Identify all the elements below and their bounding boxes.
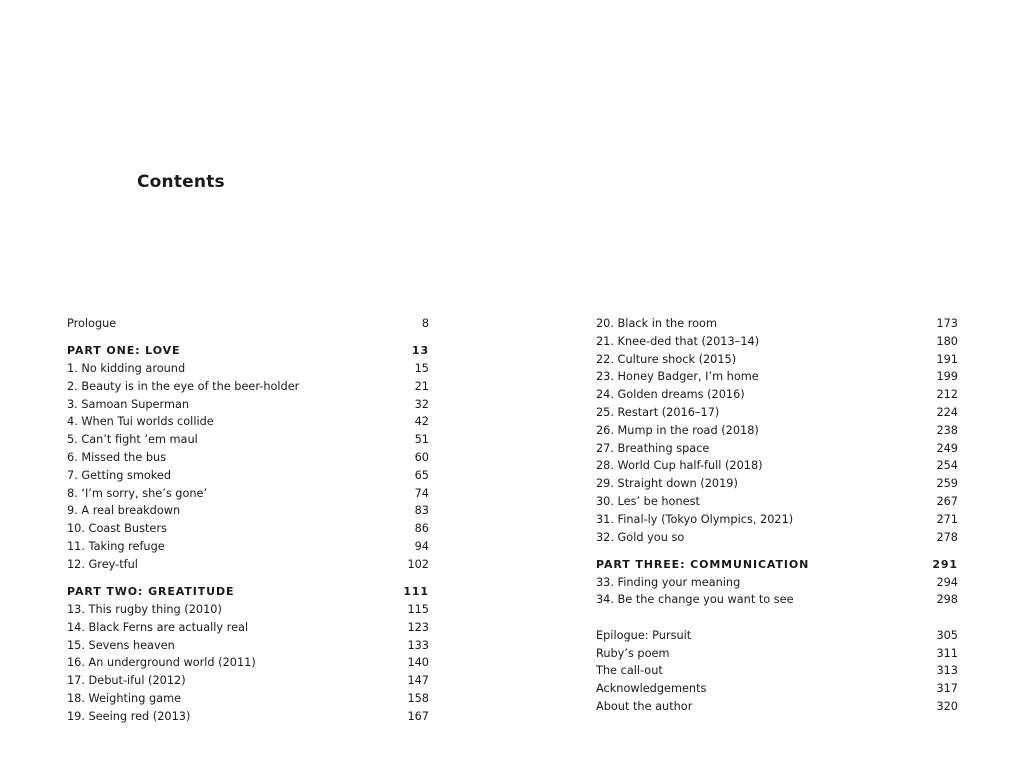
toc-entry-page: 298 [936, 593, 958, 607]
toc-entry-title: Epilogue: Pursuit [596, 628, 692, 642]
toc-entry-title: PART TWO: GREATITUDE [67, 585, 235, 599]
toc-entry-page: 259 [936, 477, 958, 491]
toc-entry-page: 278 [936, 530, 958, 544]
toc-entry-page: 83 [414, 504, 429, 518]
toc-entry [67, 520, 429, 538]
toc-entry-title: 9. A real breakdown [67, 504, 181, 518]
toc-entry-page: 305 [936, 628, 958, 642]
toc-entry-title: 30. Les’ be honest [596, 494, 700, 508]
toc-entry-title: 21. Knee-ded that (2013–14) [596, 334, 760, 348]
toc-entry [596, 662, 958, 680]
toc-entry [67, 601, 429, 619]
toc-entry [67, 672, 429, 690]
toc-entry [596, 574, 958, 592]
toc-entry [596, 680, 958, 698]
toc-entry-title: 2. Beauty is in the eye of the beer-holder [67, 379, 300, 393]
toc-entry [596, 493, 958, 511]
toc-entry-page: 313 [936, 664, 958, 678]
toc-entry-page: 238 [936, 423, 958, 437]
toc-entry-page: 173 [936, 317, 958, 330]
part-heading [596, 556, 958, 574]
toc-entry-title: 6. Missed the bus [67, 451, 167, 465]
toc-entry-title: 7. Getting smoked [67, 468, 172, 482]
toc-entry-title: 20. Black in the room [596, 317, 717, 330]
toc-entry [67, 360, 429, 378]
part-heading [67, 342, 429, 360]
toc-entry-page: 167 [407, 709, 429, 723]
toc-entry-page: 199 [936, 370, 958, 384]
toc-entry-page: 140 [407, 656, 429, 670]
toc-entry [67, 690, 429, 708]
toc-entry-title: 31. Final-ly (Tokyo Olympics, 2021) [596, 512, 794, 526]
toc-entry-title: The call-out [596, 664, 663, 678]
toc-entry [67, 556, 429, 574]
toc-entry-page: 51 [414, 433, 429, 447]
toc-entry-page: 60 [414, 451, 429, 465]
toc-entry-title: Acknowledgements [596, 682, 707, 696]
toc-entry-title: 3. Samoan Superman [67, 397, 190, 411]
toc-entry [596, 457, 958, 475]
toc-entry-title: Ruby’s poem [596, 646, 670, 660]
toc-entry-page: 249 [936, 441, 958, 455]
toc-entry [596, 368, 958, 386]
toc-entry-title: 8. ‘I’m sorry, she’s gone’ [67, 486, 208, 500]
toc-entry-title: 27. Breathing space [596, 441, 710, 455]
toc-entry-title: 11. Taking refuge [67, 540, 165, 554]
toc-entry [596, 333, 958, 351]
toc-entry-page: 291 [932, 557, 958, 571]
toc-entry-page: 8 [421, 317, 429, 330]
toc-entry-title: 28. World Cup half-full (2018) [596, 459, 763, 473]
toc-entry-page: 65 [414, 468, 429, 482]
toc-entry-title: 4. When Tui worlds collide [67, 415, 214, 429]
toc-entry-title: 18. Weighting game [67, 691, 182, 705]
toc-entry-page: 311 [936, 646, 958, 660]
toc-entry-title: 23. Honey Badger, I’m home [596, 370, 759, 384]
toc-entry-page: 21 [414, 379, 429, 393]
toc-entry-title: 12. Grey-tful [67, 557, 138, 571]
toc-entry-page: 94 [414, 540, 429, 554]
toc-entry [596, 511, 958, 529]
toc-entry-page: 115 [407, 602, 429, 616]
toc-entry-page: 15 [414, 362, 429, 376]
page-title: Contents [137, 172, 225, 192]
toc-entry [67, 654, 429, 672]
toc-entry [596, 386, 958, 404]
toc-entry-title: 16. An underground world (2011) [67, 656, 256, 670]
toc-entry-page: 294 [936, 575, 958, 589]
toc-entry [67, 467, 429, 485]
toc-entry-page: 271 [936, 512, 958, 526]
toc-entry [67, 538, 429, 556]
toc-entry-title: 22. Culture shock (2015) [596, 352, 737, 366]
toc-entry-title: 13. This rugby thing (2010) [67, 602, 222, 616]
toc-entry-page: 212 [936, 388, 958, 402]
toc-entry [67, 431, 429, 449]
toc-entry-title: 17. Debut-iful (2012) [67, 674, 186, 688]
toc-entry [596, 440, 958, 458]
toc-entry-title: Prologue [67, 317, 117, 330]
toc-entry [67, 708, 429, 726]
toc-entry-title: 25. Restart (2016–17) [596, 405, 720, 419]
toc-entry [596, 475, 958, 493]
toc-entry-page: 32 [414, 397, 429, 411]
toc-entry-page: 147 [407, 674, 429, 688]
toc-entry-title: 34. Be the change you want to see [596, 593, 794, 607]
toc-entry-title: 5. Can’t fight ’em maul [67, 433, 198, 447]
toc-entry-page: 74 [414, 486, 429, 500]
toc-entry-title: 10. Coast Busters [67, 522, 167, 536]
contents-column-left [67, 315, 429, 726]
toc-entry-title: 24. Golden dreams (2016) [596, 388, 745, 402]
toc-entry-page: 224 [936, 405, 958, 419]
toc-entry-page: 133 [407, 638, 429, 652]
toc-entry-page: 320 [936, 699, 958, 713]
toc-entry [596, 645, 958, 663]
toc-entry [596, 315, 958, 333]
toc-entry [67, 619, 429, 637]
toc-entry [596, 591, 958, 609]
toc-entry-title: PART THREE: COMMUNICATION [596, 557, 810, 571]
toc-entry-page: 102 [407, 557, 429, 571]
toc-entry-page: 123 [407, 620, 429, 634]
toc-entry [67, 637, 429, 655]
toc-entry-title: PART ONE: LOVE [67, 344, 181, 358]
toc-entry-title: 32. Gold you so [596, 530, 685, 544]
toc-entry [596, 404, 958, 422]
toc-entry-page: 317 [936, 682, 958, 696]
toc-entry [67, 378, 429, 396]
toc-entry-title: About the author [596, 699, 693, 713]
toc-entry [596, 627, 958, 645]
toc-entry-page: 267 [936, 494, 958, 508]
toc-entry [596, 529, 958, 547]
toc-entry [596, 698, 958, 716]
toc-entry-page: 158 [407, 691, 429, 705]
toc-entry-title: 15. Sevens heaven [67, 638, 175, 652]
toc-entry [67, 413, 429, 431]
toc-entry-page: 180 [936, 334, 958, 348]
toc-entry-page: 254 [936, 459, 958, 473]
toc-entry-page: 111 [403, 585, 429, 599]
toc-entry-title: 29. Straight down (2019) [596, 477, 738, 491]
toc-entry [67, 502, 429, 520]
toc-entry [596, 422, 958, 440]
toc-entry [596, 351, 958, 369]
toc-entry-title: 33. Finding your meaning [596, 575, 741, 589]
toc-entry-page: 86 [414, 522, 429, 536]
toc-entry-page: 13 [411, 344, 429, 358]
toc-entry-title: 26. Mump in the road (2018) [596, 423, 759, 437]
toc-entry [67, 485, 429, 503]
toc-entry [67, 396, 429, 414]
contents-column-right [596, 315, 958, 716]
toc-entry [67, 449, 429, 467]
part-heading [67, 583, 429, 601]
toc-entry [67, 315, 429, 333]
toc-entry-title: 1. No kidding around [67, 362, 186, 376]
toc-entry-title: 19. Seeing red (2013) [67, 709, 191, 723]
toc-entry-page: 191 [936, 352, 958, 366]
toc-entry-title: 14. Black Ferns are actually real [67, 620, 249, 634]
toc-entry-page: 42 [414, 415, 429, 429]
